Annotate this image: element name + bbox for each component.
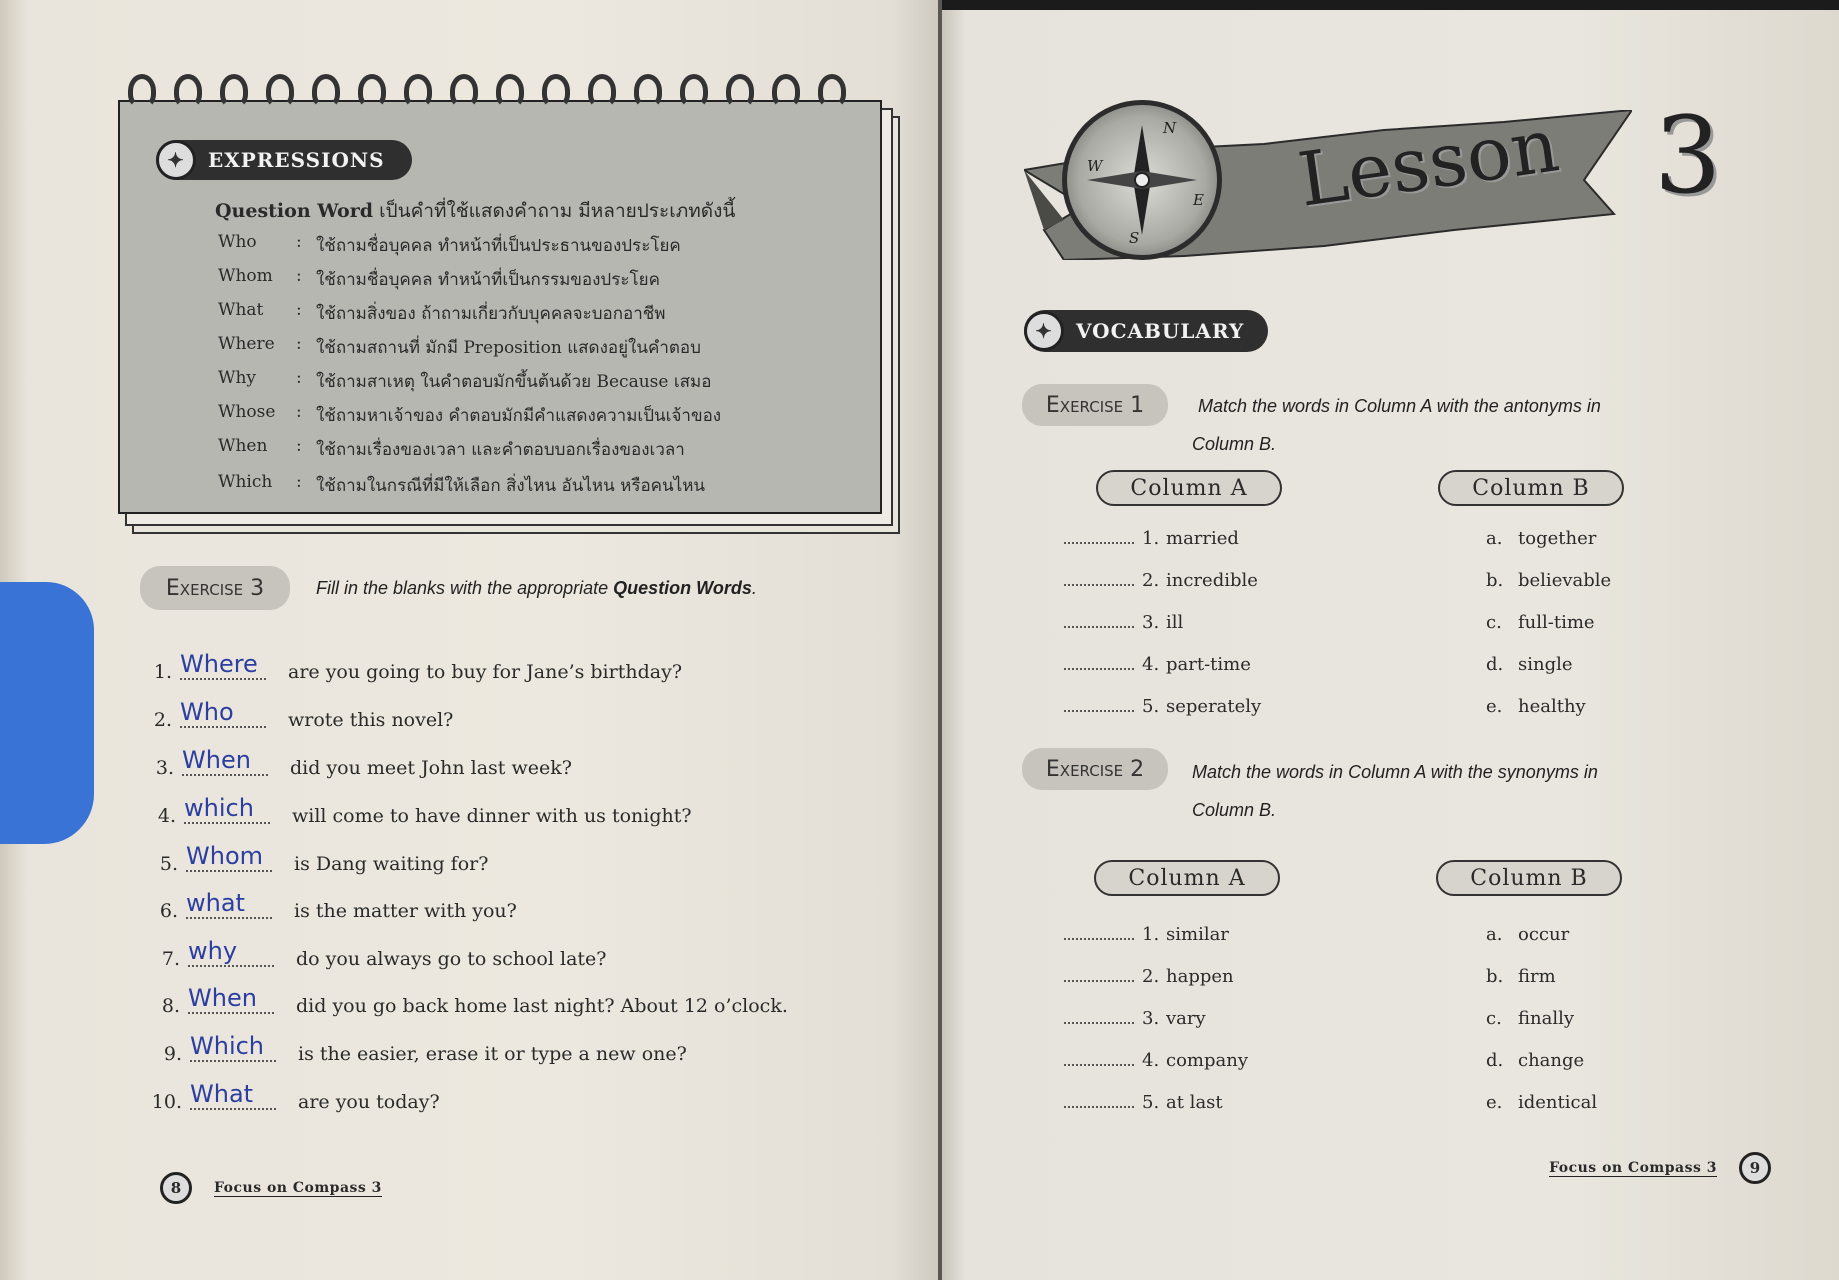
expression-desc: ใช้ถามชื่อบุคคล ทำหน้าที่เป็นประธานของประโยค bbox=[316, 236, 681, 256]
footer-text: Focus on Compass 3 bbox=[1549, 1159, 1717, 1176]
compass-needle-icon bbox=[1067, 105, 1217, 255]
vocabulary-heading-text: VOCABULARY bbox=[1076, 319, 1245, 343]
exercise-1-b-item bbox=[1486, 696, 1586, 717]
exercise-2-a-item bbox=[1064, 966, 1234, 987]
exercise-3-instruction-suffix: . bbox=[751, 578, 757, 598]
question-item bbox=[146, 1080, 440, 1116]
a-item-word: vary bbox=[1166, 1008, 1206, 1029]
exercise-1-instruction-line2: Column B. bbox=[1192, 434, 1277, 454]
b-item-word: full-time bbox=[1518, 612, 1595, 633]
match-blank[interactable] bbox=[1064, 980, 1134, 982]
b-item-letter: a. bbox=[1486, 528, 1503, 549]
answer-blank[interactable]: which bbox=[184, 794, 270, 824]
match-blank[interactable] bbox=[1064, 710, 1134, 712]
question-item bbox=[142, 842, 489, 878]
b-item-word: together bbox=[1518, 528, 1597, 549]
spiral-ring bbox=[404, 74, 432, 108]
answer-blank[interactable]: Where bbox=[180, 650, 266, 680]
a-item-number: 4. bbox=[1142, 1050, 1160, 1071]
b-item-letter: c. bbox=[1486, 612, 1502, 633]
blue-sticker bbox=[0, 582, 94, 844]
expression-colon: : bbox=[296, 402, 302, 422]
footer-left bbox=[160, 1172, 382, 1204]
question-item bbox=[136, 698, 454, 734]
exercise-2-b-item bbox=[1486, 1008, 1574, 1029]
expression-row bbox=[218, 472, 705, 499]
exercise-2-b-item bbox=[1486, 966, 1556, 987]
expression-desc: ใช้ถามชื่อบุคคล ทำหน้าที่เป็นกรรมของประโยค bbox=[316, 270, 660, 290]
exercise-2-a-item bbox=[1064, 1050, 1248, 1071]
question-number: 5. bbox=[159, 853, 178, 875]
match-blank[interactable] bbox=[1064, 668, 1134, 670]
exercise-1-b-item bbox=[1486, 654, 1573, 675]
a-item-word: company bbox=[1166, 1050, 1249, 1071]
question-number: 3. bbox=[155, 757, 174, 779]
question-text: did you go back home last night? About 12 o’clock. bbox=[296, 995, 788, 1017]
question-number: 9. bbox=[163, 1043, 182, 1065]
spiral-ring bbox=[220, 74, 248, 108]
a-item-number: 5. bbox=[1142, 696, 1160, 717]
b-item-word: single bbox=[1518, 654, 1573, 675]
expressions-title-bold: Question Word bbox=[215, 200, 374, 222]
question-item bbox=[136, 650, 682, 686]
exercise-3-instruction-prefix: Fill in the blanks with the appropriate bbox=[316, 578, 614, 598]
question-text: is Dang waiting for? bbox=[294, 853, 489, 875]
b-item-letter: e. bbox=[1486, 696, 1503, 717]
exercise-2-b-item bbox=[1486, 1092, 1597, 1113]
exercise-1-instruction-line1: Match the words in Column A with the antonyms in bbox=[1198, 396, 1601, 416]
answer-blank[interactable]: Who bbox=[180, 698, 266, 728]
answer-blank[interactable]: When bbox=[188, 984, 274, 1014]
expression-row bbox=[218, 368, 711, 395]
a-item-number: 3. bbox=[1142, 612, 1160, 633]
match-blank[interactable] bbox=[1064, 1022, 1134, 1024]
spiral-ring bbox=[358, 74, 386, 108]
answer-blank[interactable]: why bbox=[188, 937, 274, 967]
exercise-1-tag: Exercise 1 bbox=[1022, 384, 1168, 426]
expressions-title bbox=[215, 196, 735, 226]
expression-colon: : bbox=[296, 300, 302, 320]
b-item-word: finally bbox=[1518, 1008, 1575, 1029]
question-item bbox=[140, 794, 692, 830]
question-number: 6. bbox=[159, 900, 178, 922]
question-text: did you meet John last week? bbox=[290, 757, 572, 779]
expression-desc: ใช้ถามในกรณีที่มีให้เลือก สิ่งไหน อันไหน หรือคนไหน bbox=[316, 476, 706, 496]
exercise-2-b-item bbox=[1486, 924, 1569, 945]
match-blank[interactable] bbox=[1064, 1106, 1134, 1108]
question-text: do you always go to school late? bbox=[296, 948, 607, 970]
spiral-ring bbox=[772, 74, 800, 108]
answer-blank[interactable]: what bbox=[186, 889, 272, 919]
exercise-2-column-b: Column B bbox=[1436, 860, 1622, 896]
a-item-number: 4. bbox=[1142, 654, 1160, 675]
exercise-1-a-item bbox=[1064, 654, 1251, 675]
spiral-ring bbox=[312, 74, 340, 108]
b-item-letter: d. bbox=[1486, 654, 1504, 675]
footer-text: Focus on Compass 3 bbox=[214, 1179, 382, 1196]
expressions-heading bbox=[156, 140, 412, 180]
a-item-number: 2. bbox=[1142, 570, 1160, 591]
a-item-word: happen bbox=[1166, 966, 1234, 987]
a-item-number: 1. bbox=[1142, 924, 1160, 945]
exercise-2-b-item bbox=[1486, 1050, 1584, 1071]
a-item-word: incredible bbox=[1166, 570, 1258, 591]
expression-colon: : bbox=[296, 232, 302, 252]
question-text: is the easier, erase it or type a new one? bbox=[298, 1043, 687, 1065]
question-text: is the matter with you? bbox=[294, 900, 517, 922]
a-item-word: seperately bbox=[1166, 696, 1262, 717]
exercise-1-b-item bbox=[1486, 528, 1596, 549]
spiral-ring bbox=[818, 74, 846, 108]
expression-row bbox=[218, 266, 660, 293]
question-text: are you going to buy for Jane’s birthday? bbox=[288, 661, 682, 683]
match-blank[interactable] bbox=[1064, 542, 1134, 544]
exercise-2-column-a: Column A bbox=[1094, 860, 1280, 896]
spiral-ring bbox=[634, 74, 662, 108]
a-item-number: 3. bbox=[1142, 1008, 1160, 1029]
question-item bbox=[144, 984, 788, 1020]
page-number-badge: 8 bbox=[160, 1172, 192, 1204]
expression-desc: ใช้ถามสิ่งของ ถ้าถามเกี่ยวกับบุคคลจะบอกอาชีพ bbox=[316, 304, 666, 324]
exercise-2-a-item bbox=[1064, 1092, 1223, 1113]
match-blank[interactable] bbox=[1064, 584, 1134, 586]
a-item-number: 1. bbox=[1142, 528, 1160, 549]
expression-colon: : bbox=[296, 436, 302, 456]
expression-desc: ใช้ถามเรื่องของเวลา และคำตอบบอกเรื่องของเวลา bbox=[316, 440, 685, 460]
spiral-ring bbox=[266, 74, 294, 108]
exercise-1-a-item bbox=[1064, 696, 1261, 717]
b-item-letter: c. bbox=[1486, 1008, 1502, 1029]
question-item bbox=[146, 1032, 687, 1068]
exercise-1-b-item bbox=[1486, 570, 1611, 591]
a-item-word: married bbox=[1166, 528, 1239, 549]
exercise-1-column-a: Column A bbox=[1096, 470, 1282, 506]
compass-letter-w: W bbox=[1087, 157, 1103, 175]
question-number: 4. bbox=[157, 805, 176, 827]
a-item-number: 2. bbox=[1142, 966, 1160, 987]
expression-desc: ใช้ถามสถานที่ มักมี Preposition แสดงอยู่ในคำตอบ bbox=[316, 338, 701, 358]
spiral-ring bbox=[588, 74, 616, 108]
expression-row bbox=[218, 300, 666, 327]
exercise-2-a-item bbox=[1064, 924, 1229, 945]
b-item-word: firm bbox=[1518, 966, 1556, 987]
b-item-word: identical bbox=[1518, 1092, 1598, 1113]
expression-row bbox=[218, 402, 721, 429]
question-number: 8. bbox=[161, 995, 180, 1017]
a-item-word: at last bbox=[1166, 1092, 1223, 1113]
exercise-3-instruction-bold: Question Words bbox=[613, 578, 752, 598]
expression-word: What bbox=[218, 300, 264, 320]
spiral-ring bbox=[128, 74, 156, 108]
exercise-1-a-item bbox=[1064, 528, 1239, 549]
match-blank[interactable] bbox=[1064, 1064, 1134, 1066]
compass-badge-icon: ✦ bbox=[156, 140, 196, 180]
compass-letter-s: S bbox=[1129, 229, 1140, 247]
b-item-letter: e. bbox=[1486, 1092, 1503, 1113]
question-item bbox=[144, 937, 607, 973]
expression-row bbox=[218, 334, 701, 361]
spiral-ring bbox=[542, 74, 570, 108]
exercise-3-tag: Exercise 3 bbox=[140, 566, 290, 610]
expression-colon: : bbox=[296, 266, 302, 286]
expression-colon: : bbox=[296, 334, 302, 354]
expression-word: Who bbox=[218, 232, 257, 252]
compass-icon bbox=[1062, 100, 1222, 260]
expression-word: Which bbox=[218, 472, 273, 492]
answer-blank[interactable]: When bbox=[182, 746, 268, 776]
expression-desc: ใช้ถามหาเจ้าของ คำตอบมักมีคำแสดงความเป็นเจ้าของ bbox=[316, 406, 722, 426]
expressions-heading-text: EXPRESSIONS bbox=[208, 148, 385, 172]
exercise-1-a-item bbox=[1064, 570, 1258, 591]
expression-word: Whose bbox=[218, 402, 276, 422]
exercise-1-a-item bbox=[1064, 612, 1183, 633]
lesson-number: 3 bbox=[1654, 94, 1722, 217]
expression-colon: : bbox=[296, 472, 302, 492]
compass-letter-e: E bbox=[1193, 191, 1204, 209]
question-text: are you today? bbox=[298, 1091, 440, 1113]
compass-letter-n: N bbox=[1163, 119, 1177, 137]
spiral-rings bbox=[128, 74, 888, 124]
answer-blank[interactable]: Which bbox=[190, 1032, 276, 1062]
spiral-ring bbox=[174, 74, 202, 108]
expression-row bbox=[218, 436, 685, 463]
question-number: 10. bbox=[151, 1091, 182, 1113]
exercise-2-instruction-line2: Column B. bbox=[1192, 800, 1277, 820]
expression-word: Whom bbox=[218, 266, 273, 286]
a-item-word: similar bbox=[1166, 924, 1229, 945]
b-item-word: change bbox=[1518, 1050, 1585, 1071]
question-number: 1. bbox=[153, 661, 172, 683]
a-item-word: ill bbox=[1166, 612, 1184, 633]
b-item-word: healthy bbox=[1518, 696, 1586, 717]
a-item-word: part-time bbox=[1166, 654, 1251, 675]
page-number-badge: 9 bbox=[1739, 1152, 1771, 1184]
vocabulary-heading bbox=[1024, 310, 1268, 352]
b-item-letter: b. bbox=[1486, 966, 1504, 987]
b-item-letter: a. bbox=[1486, 924, 1503, 945]
expression-colon: : bbox=[296, 368, 302, 388]
compass-badge-icon: ✦ bbox=[1024, 311, 1064, 351]
answer-blank[interactable]: What bbox=[190, 1080, 276, 1110]
exercise-1-column-b: Column B bbox=[1438, 470, 1624, 506]
spiral-ring bbox=[680, 74, 708, 108]
spiral-ring bbox=[496, 74, 524, 108]
expression-word: Where bbox=[218, 334, 275, 354]
question-item bbox=[138, 746, 572, 782]
b-item-word: believable bbox=[1518, 570, 1612, 591]
match-blank[interactable] bbox=[1064, 938, 1134, 940]
lesson-title: Lesson bbox=[1293, 102, 1564, 224]
exercise-3-instruction bbox=[316, 578, 757, 599]
question-number: 2. bbox=[153, 709, 172, 731]
question-text: wrote this novel? bbox=[288, 709, 454, 731]
question-item bbox=[142, 889, 517, 925]
b-item-letter: b. bbox=[1486, 570, 1504, 591]
answer-blank[interactable]: Whom bbox=[186, 842, 272, 872]
question-number: 7. bbox=[161, 948, 180, 970]
expression-word: When bbox=[218, 436, 268, 456]
spiral-ring bbox=[726, 74, 754, 108]
question-text: will come to have dinner with us tonight? bbox=[292, 805, 692, 827]
expression-row bbox=[218, 232, 681, 259]
spiral-ring bbox=[450, 74, 478, 108]
exercise-1-b-item bbox=[1486, 612, 1595, 633]
expression-desc: ใช้ถามสาเหตุ ในคำตอบมักขึ้นต้นด้วย Because เสมอ bbox=[316, 372, 712, 392]
match-blank[interactable] bbox=[1064, 626, 1134, 628]
a-item-number: 5. bbox=[1142, 1092, 1160, 1113]
b-item-letter: d. bbox=[1486, 1050, 1504, 1071]
footer-right bbox=[1549, 1152, 1771, 1184]
exercise-2-instruction-line1: Match the words in Column A with the synonyms in bbox=[1192, 762, 1598, 782]
b-item-word: occur bbox=[1518, 924, 1570, 945]
expressions-title-rest: เป็นคำที่ใช้แสดงคำถาม มีหลายประเภทดังนี้ bbox=[379, 200, 736, 222]
expression-word: Why bbox=[218, 368, 257, 388]
exercise-2-tag: Exercise 2 bbox=[1022, 748, 1168, 790]
exercise-2-a-item bbox=[1064, 1008, 1206, 1029]
